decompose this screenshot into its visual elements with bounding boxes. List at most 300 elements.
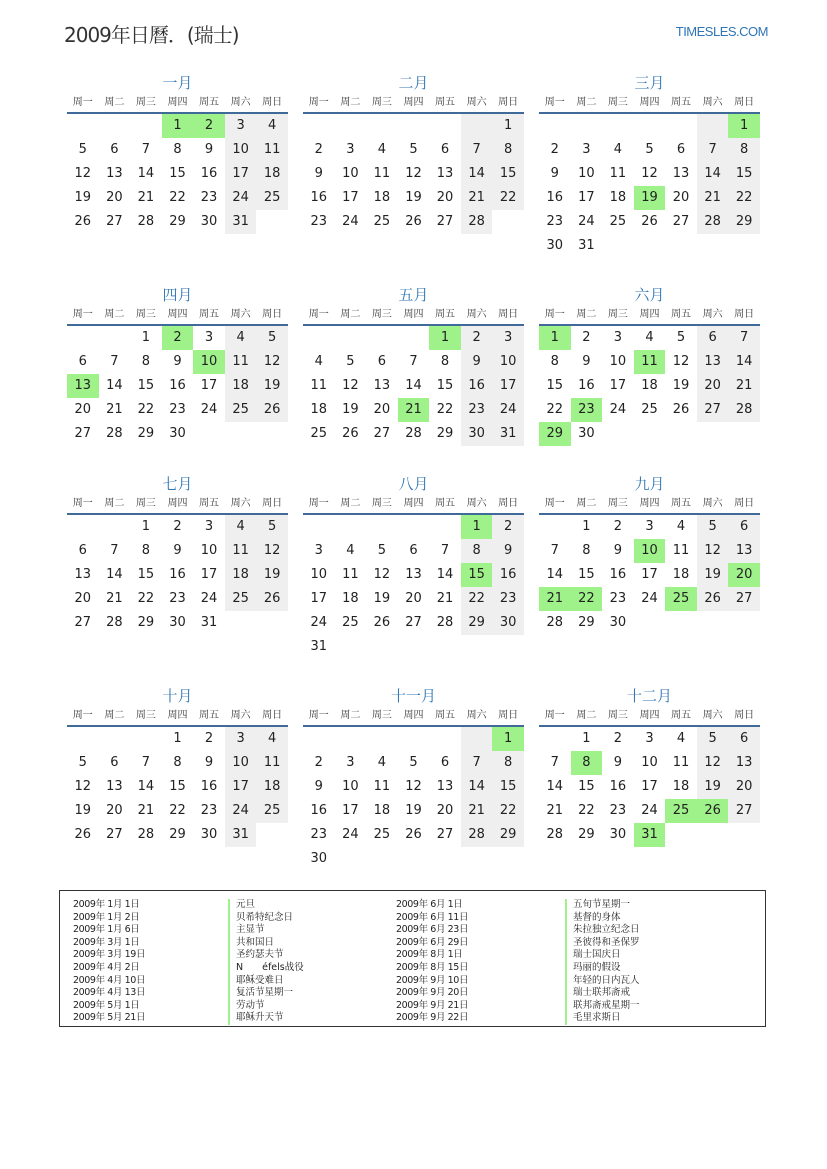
calendar-day[interactable]: 3 [613, 330, 623, 345]
calendar-day[interactable]: 20 [74, 402, 92, 417]
calendar-day[interactable]: 17 [200, 378, 218, 393]
calendar-day[interactable]: 4 [377, 142, 387, 157]
calendar-day[interactable]: 30 [169, 615, 186, 630]
calendar-day[interactable]: 6 [409, 543, 418, 558]
calendar-day[interactable]: 24 [609, 402, 627, 417]
calendar-day[interactable]: 10 [200, 543, 218, 558]
calendar-day[interactable]: 10 [225, 138, 257, 162]
calendar-day[interactable]: 23 [310, 827, 328, 842]
calendar-day[interactable]: 16 [310, 190, 328, 205]
calendar-day[interactable]: 29 [578, 615, 595, 630]
calendar-day[interactable]: 15 [492, 162, 524, 186]
calendar-day[interactable]: 15 [436, 378, 454, 393]
calendar-day[interactable]: 18 [373, 803, 391, 818]
calendar-day[interactable]: 25 [225, 398, 257, 422]
calendar-day[interactable]: 15 [137, 378, 155, 393]
calendar-day[interactable]: 6 [440, 142, 450, 157]
calendar-day[interactable]: 26 [373, 615, 391, 630]
calendar-day[interactable]: 27 [436, 827, 454, 842]
calendar-day[interactable]: 9 [613, 755, 623, 770]
calendar-day[interactable]: 5 [377, 543, 387, 558]
holiday-day[interactable]: 29 [539, 422, 571, 446]
calendar-day[interactable]: 26 [342, 426, 359, 441]
calendar-day[interactable]: 23 [200, 190, 218, 205]
calendar-day[interactable]: 4 [346, 543, 355, 558]
calendar-day[interactable]: 8 [141, 543, 151, 558]
holiday-day[interactable]: 1 [461, 515, 493, 539]
calendar-day[interactable]: 25 [373, 827, 391, 842]
calendar-day[interactable]: 5 [409, 142, 418, 157]
calendar-day[interactable]: 24 [200, 402, 218, 417]
calendar-day[interactable]: 26 [256, 398, 288, 422]
calendar-day[interactable]: 24 [310, 615, 328, 630]
calendar-day[interactable]: 19 [74, 190, 92, 205]
calendar-day[interactable]: 7 [440, 543, 450, 558]
calendar-day[interactable]: 5 [697, 727, 729, 751]
calendar-day[interactable]: 24 [200, 591, 218, 606]
holiday-day[interactable]: 8 [571, 751, 603, 775]
calendar-day[interactable]: 12 [74, 166, 92, 181]
calendar-day[interactable]: 1 [141, 519, 151, 534]
calendar-day[interactable]: 21 [106, 591, 123, 606]
calendar-day[interactable]: 14 [137, 779, 155, 794]
calendar-day[interactable]: 23 [461, 398, 493, 422]
calendar-day[interactable]: 23 [609, 803, 627, 818]
calendar-day[interactable]: 4 [676, 731, 686, 746]
calendar-day[interactable]: 20 [436, 190, 454, 205]
calendar-day[interactable]: 18 [342, 591, 359, 606]
calendar-day[interactable]: 11 [225, 539, 257, 563]
calendar-day[interactable]: 10 [342, 779, 359, 794]
calendar-day[interactable]: 20 [436, 803, 454, 818]
calendar-day[interactable]: 31 [310, 639, 328, 654]
calendar-day[interactable]: 2 [492, 515, 524, 539]
calendar-day[interactable]: 3 [645, 519, 654, 534]
calendar-day[interactable]: 11 [672, 543, 690, 558]
calendar-day[interactable]: 9 [204, 755, 214, 770]
calendar-day[interactable]: 28 [697, 210, 729, 234]
calendar-day[interactable]: 8 [492, 751, 524, 775]
site-link[interactable]: TIMESLES.COM [675, 24, 768, 39]
calendar-day[interactable]: 9 [492, 539, 524, 563]
calendar-day[interactable]: 27 [405, 615, 422, 630]
calendar-day[interactable]: 16 [200, 166, 218, 181]
calendar-day[interactable]: 19 [342, 402, 359, 417]
calendar-day[interactable]: 29 [137, 426, 155, 441]
calendar-day[interactable]: 6 [676, 142, 686, 157]
calendar-day[interactable]: 3 [225, 727, 257, 751]
calendar-day[interactable]: 3 [204, 519, 214, 534]
calendar-day[interactable]: 18 [256, 775, 288, 799]
calendar-day[interactable]: 27 [728, 587, 760, 611]
calendar-day[interactable]: 8 [173, 755, 182, 770]
calendar-day[interactable]: 30 [200, 214, 218, 229]
calendar-day[interactable]: 3 [346, 142, 355, 157]
calendar-day[interactable]: 15 [578, 779, 595, 794]
calendar-day[interactable]: 28 [461, 823, 493, 847]
calendar-day[interactable]: 5 [409, 755, 418, 770]
calendar-day[interactable]: 19 [697, 563, 729, 587]
calendar-day[interactable]: 31 [578, 238, 595, 253]
calendar-day[interactable]: 17 [200, 567, 218, 582]
calendar-day[interactable]: 2 [204, 731, 214, 746]
calendar-day[interactable]: 19 [697, 775, 729, 799]
calendar-day[interactable]: 30 [609, 827, 627, 842]
calendar-day[interactable]: 14 [728, 350, 760, 374]
calendar-day[interactable]: 28 [546, 615, 564, 630]
calendar-day[interactable]: 15 [546, 378, 564, 393]
calendar-day[interactable]: 17 [225, 775, 257, 799]
calendar-day[interactable]: 29 [169, 214, 186, 229]
calendar-day[interactable]: 22 [169, 190, 186, 205]
calendar-day[interactable]: 6 [377, 354, 387, 369]
calendar-day[interactable]: 28 [106, 426, 123, 441]
calendar-day[interactable]: 12 [641, 166, 658, 181]
calendar-day[interactable]: 13 [672, 166, 690, 181]
calendar-day[interactable]: 9 [613, 543, 623, 558]
calendar-day[interactable]: 18 [225, 374, 257, 398]
calendar-day[interactable]: 19 [256, 563, 288, 587]
calendar-day[interactable]: 6 [78, 354, 87, 369]
calendar-day[interactable]: 6 [110, 142, 119, 157]
calendar-day[interactable]: 24 [492, 398, 524, 422]
calendar-day[interactable]: 8 [492, 138, 524, 162]
holiday-day[interactable]: 25 [665, 799, 697, 823]
calendar-day[interactable]: 10 [342, 166, 359, 181]
calendar-day[interactable]: 16 [609, 567, 627, 582]
calendar-day[interactable]: 16 [546, 190, 564, 205]
calendar-day[interactable]: 29 [728, 210, 760, 234]
calendar-day[interactable]: 6 [110, 755, 119, 770]
calendar-day[interactable]: 12 [697, 539, 729, 563]
calendar-day[interactable]: 10 [609, 354, 627, 369]
calendar-day[interactable]: 7 [728, 326, 760, 350]
calendar-day[interactable]: 31 [200, 615, 218, 630]
calendar-day[interactable]: 6 [728, 515, 760, 539]
calendar-day[interactable]: 16 [492, 563, 524, 587]
calendar-day[interactable]: 5 [78, 755, 87, 770]
calendar-day[interactable]: 8 [461, 539, 493, 563]
calendar-day[interactable]: 20 [672, 190, 690, 205]
calendar-day[interactable]: 14 [461, 162, 493, 186]
calendar-day[interactable]: 30 [546, 238, 564, 253]
calendar-day[interactable]: 5 [697, 515, 729, 539]
calendar-day[interactable]: 27 [373, 426, 391, 441]
calendar-day[interactable]: 22 [169, 803, 186, 818]
holiday-day[interactable]: 1 [492, 727, 524, 751]
calendar-day[interactable]: 18 [641, 378, 658, 393]
calendar-day[interactable]: 15 [578, 567, 595, 582]
calendar-day[interactable]: 7 [461, 138, 493, 162]
calendar-day[interactable]: 26 [74, 827, 92, 842]
calendar-day[interactable]: 2 [314, 755, 323, 770]
holiday-day[interactable]: 23 [571, 398, 603, 422]
calendar-day[interactable]: 7 [461, 751, 493, 775]
calendar-day[interactable]: 11 [256, 751, 288, 775]
calendar-day[interactable]: 28 [137, 827, 155, 842]
calendar-day[interactable]: 12 [697, 751, 729, 775]
calendar-day[interactable]: 28 [546, 827, 564, 842]
calendar-day[interactable]: 12 [256, 350, 288, 374]
calendar-day[interactable]: 11 [609, 166, 627, 181]
calendar-day[interactable]: 15 [169, 779, 186, 794]
holiday-day[interactable]: 1 [539, 326, 571, 350]
calendar-day[interactable]: 14 [106, 567, 123, 582]
calendar-day[interactable]: 14 [106, 378, 123, 393]
calendar-day[interactable]: 13 [436, 779, 454, 794]
calendar-day[interactable]: 12 [405, 166, 422, 181]
calendar-day[interactable]: 1 [492, 114, 524, 138]
calendar-day[interactable]: 13 [106, 166, 123, 181]
calendar-day[interactable]: 17 [342, 803, 359, 818]
calendar-day[interactable]: 23 [169, 591, 186, 606]
calendar-day[interactable]: 3 [492, 326, 524, 350]
calendar-day[interactable]: 22 [436, 402, 454, 417]
calendar-day[interactable]: 24 [342, 214, 359, 229]
calendar-day[interactable]: 26 [256, 587, 288, 611]
calendar-day[interactable]: 22 [137, 402, 155, 417]
calendar-day[interactable]: 11 [373, 779, 391, 794]
calendar-day[interactable]: 4 [314, 354, 323, 369]
calendar-day[interactable]: 6 [697, 326, 729, 350]
calendar-day[interactable]: 13 [373, 378, 391, 393]
calendar-day[interactable]: 7 [409, 354, 418, 369]
calendar-day[interactable]: 29 [436, 426, 454, 441]
calendar-day[interactable]: 15 [492, 775, 524, 799]
calendar-day[interactable]: 24 [578, 214, 595, 229]
calendar-day[interactable]: 4 [377, 755, 387, 770]
calendar-day[interactable]: 22 [546, 402, 564, 417]
calendar-day[interactable]: 2 [461, 326, 493, 350]
calendar-day[interactable]: 4 [256, 114, 288, 138]
calendar-day[interactable]: 16 [310, 803, 328, 818]
calendar-day[interactable]: 6 [440, 755, 450, 770]
calendar-day[interactable]: 7 [141, 755, 151, 770]
holiday-day[interactable]: 1 [728, 114, 760, 138]
calendar-day[interactable]: 5 [645, 142, 654, 157]
calendar-day[interactable]: 18 [256, 162, 288, 186]
calendar-day[interactable]: 19 [74, 803, 92, 818]
calendar-day[interactable]: 21 [461, 186, 493, 210]
calendar-day[interactable]: 28 [106, 615, 123, 630]
calendar-day[interactable]: 27 [74, 615, 92, 630]
calendar-day[interactable]: 27 [106, 214, 123, 229]
holiday-day[interactable]: 11 [634, 350, 666, 374]
calendar-day[interactable]: 11 [373, 166, 391, 181]
calendar-day[interactable]: 12 [405, 779, 422, 794]
holiday-day[interactable]: 20 [728, 563, 760, 587]
calendar-day[interactable]: 27 [106, 827, 123, 842]
calendar-day[interactable]: 28 [461, 210, 493, 234]
calendar-day[interactable]: 22 [492, 186, 524, 210]
calendar-day[interactable]: 14 [405, 378, 422, 393]
calendar-day[interactable]: 13 [697, 350, 729, 374]
calendar-day[interactable]: 1 [582, 519, 591, 534]
calendar-day[interactable]: 14 [546, 779, 564, 794]
calendar-day[interactable]: 23 [609, 591, 627, 606]
calendar-day[interactable]: 24 [225, 186, 257, 210]
calendar-day[interactable]: 12 [256, 539, 288, 563]
calendar-day[interactable]: 30 [492, 611, 524, 635]
holiday-day[interactable]: 10 [634, 539, 666, 563]
holiday-day[interactable]: 1 [162, 114, 194, 138]
calendar-day[interactable]: 12 [373, 567, 391, 582]
calendar-day[interactable]: 9 [550, 166, 559, 181]
calendar-day[interactable]: 1 [582, 731, 591, 746]
holiday-day[interactable]: 2 [162, 326, 194, 350]
calendar-day[interactable]: 7 [110, 543, 119, 558]
calendar-day[interactable]: 19 [373, 591, 391, 606]
calendar-day[interactable]: 8 [141, 354, 151, 369]
calendar-day[interactable]: 14 [137, 166, 155, 181]
calendar-day[interactable]: 6 [728, 727, 760, 751]
calendar-day[interactable]: 17 [641, 779, 658, 794]
calendar-day[interactable]: 24 [225, 799, 257, 823]
calendar-day[interactable]: 4 [225, 515, 257, 539]
calendar-day[interactable]: 20 [373, 402, 391, 417]
calendar-day[interactable]: 11 [342, 567, 359, 582]
holiday-day[interactable]: 15 [461, 563, 493, 587]
calendar-day[interactable]: 12 [342, 378, 359, 393]
calendar-day[interactable]: 1 [173, 731, 182, 746]
calendar-day[interactable]: 18 [225, 563, 257, 587]
calendar-day[interactable]: 23 [200, 803, 218, 818]
calendar-day[interactable]: 7 [141, 142, 151, 157]
calendar-day[interactable]: 18 [609, 190, 627, 205]
calendar-day[interactable]: 7 [550, 543, 559, 558]
calendar-day[interactable]: 5 [346, 354, 355, 369]
calendar-day[interactable]: 9 [314, 166, 323, 181]
calendar-day[interactable]: 25 [256, 799, 288, 823]
calendar-day[interactable]: 27 [728, 799, 760, 823]
calendar-day[interactable]: 24 [641, 591, 658, 606]
calendar-day[interactable]: 18 [672, 779, 690, 794]
calendar-day[interactable]: 20 [106, 190, 123, 205]
calendar-day[interactable]: 7 [110, 354, 119, 369]
calendar-day[interactable]: 22 [578, 803, 595, 818]
calendar-day[interactable]: 5 [256, 515, 288, 539]
calendar-day[interactable]: 18 [373, 190, 391, 205]
calendar-day[interactable]: 8 [728, 138, 760, 162]
calendar-day[interactable]: 24 [641, 803, 658, 818]
holiday-day[interactable]: 21 [539, 587, 571, 611]
calendar-day[interactable]: 26 [74, 214, 92, 229]
calendar-day[interactable]: 18 [672, 567, 690, 582]
calendar-day[interactable]: 19 [256, 374, 288, 398]
holiday-day[interactable]: 10 [193, 350, 225, 374]
calendar-day[interactable]: 16 [609, 779, 627, 794]
holiday-day[interactable]: 1 [429, 326, 461, 350]
calendar-day[interactable]: 27 [74, 426, 92, 441]
calendar-day[interactable]: 13 [74, 567, 92, 582]
calendar-day[interactable]: 21 [546, 803, 564, 818]
calendar-day[interactable]: 30 [200, 827, 218, 842]
calendar-day[interactable]: 2 [173, 519, 182, 534]
calendar-day[interactable]: 3 [225, 114, 257, 138]
calendar-day[interactable]: 26 [641, 214, 658, 229]
calendar-day[interactable]: 25 [310, 426, 328, 441]
calendar-day[interactable]: 16 [169, 378, 186, 393]
calendar-day[interactable]: 3 [314, 543, 323, 558]
calendar-day[interactable]: 21 [461, 799, 493, 823]
calendar-day[interactable]: 9 [173, 543, 182, 558]
calendar-day[interactable]: 25 [256, 186, 288, 210]
calendar-day[interactable]: 22 [492, 799, 524, 823]
calendar-day[interactable]: 6 [78, 543, 87, 558]
calendar-day[interactable]: 10 [225, 751, 257, 775]
calendar-day[interactable]: 23 [169, 402, 186, 417]
calendar-day[interactable]: 25 [225, 587, 257, 611]
calendar-day[interactable]: 15 [728, 162, 760, 186]
calendar-day[interactable]: 31 [225, 210, 257, 234]
calendar-day[interactable]: 16 [200, 779, 218, 794]
calendar-day[interactable]: 8 [440, 354, 450, 369]
calendar-day[interactable]: 26 [697, 587, 729, 611]
calendar-day[interactable]: 17 [225, 162, 257, 186]
calendar-day[interactable]: 17 [609, 378, 627, 393]
calendar-day[interactable]: 8 [582, 543, 591, 558]
calendar-day[interactable]: 23 [492, 587, 524, 611]
calendar-day[interactable]: 19 [405, 803, 422, 818]
calendar-day[interactable]: 11 [256, 138, 288, 162]
calendar-day[interactable]: 29 [169, 827, 186, 842]
calendar-day[interactable]: 3 [204, 330, 214, 345]
calendar-day[interactable]: 14 [436, 567, 454, 582]
calendar-day[interactable]: 13 [728, 539, 760, 563]
calendar-day[interactable]: 5 [676, 330, 686, 345]
calendar-day[interactable]: 22 [137, 591, 155, 606]
calendar-day[interactable]: 25 [373, 214, 391, 229]
calendar-day[interactable]: 20 [74, 591, 92, 606]
calendar-day[interactable]: 17 [342, 190, 359, 205]
calendar-day[interactable]: 13 [436, 166, 454, 181]
calendar-day[interactable]: 19 [672, 378, 690, 393]
calendar-day[interactable]: 28 [436, 615, 454, 630]
calendar-day[interactable]: 2 [550, 142, 559, 157]
calendar-day[interactable]: 22 [461, 587, 493, 611]
calendar-day[interactable]: 3 [346, 755, 355, 770]
calendar-day[interactable]: 9 [314, 779, 323, 794]
calendar-day[interactable]: 20 [106, 803, 123, 818]
calendar-day[interactable]: 29 [492, 823, 524, 847]
calendar-day[interactable]: 20 [697, 374, 729, 398]
holiday-day[interactable]: 21 [398, 398, 430, 422]
calendar-day[interactable]: 21 [106, 402, 123, 417]
calendar-day[interactable]: 21 [137, 803, 155, 818]
calendar-day[interactable]: 9 [204, 142, 214, 157]
calendar-day[interactable]: 29 [137, 615, 155, 630]
calendar-day[interactable]: 26 [405, 827, 422, 842]
calendar-day[interactable]: 21 [697, 186, 729, 210]
calendar-day[interactable]: 2 [314, 142, 323, 157]
calendar-day[interactable]: 27 [436, 214, 454, 229]
calendar-day[interactable]: 2 [613, 731, 623, 746]
calendar-day[interactable]: 28 [728, 398, 760, 422]
calendar-day[interactable]: 3 [582, 142, 591, 157]
calendar-day[interactable]: 11 [310, 378, 328, 393]
calendar-day[interactable]: 3 [645, 731, 654, 746]
calendar-day[interactable]: 22 [728, 186, 760, 210]
calendar-day[interactable]: 16 [578, 378, 595, 393]
calendar-day[interactable]: 7 [697, 138, 729, 162]
calendar-day[interactable]: 21 [728, 374, 760, 398]
calendar-day[interactable]: 13 [728, 751, 760, 775]
calendar-day[interactable]: 17 [492, 374, 524, 398]
calendar-day[interactable]: 13 [405, 567, 422, 582]
calendar-day[interactable]: 4 [613, 142, 623, 157]
calendar-day[interactable]: 18 [310, 402, 328, 417]
calendar-day[interactable]: 16 [461, 374, 493, 398]
